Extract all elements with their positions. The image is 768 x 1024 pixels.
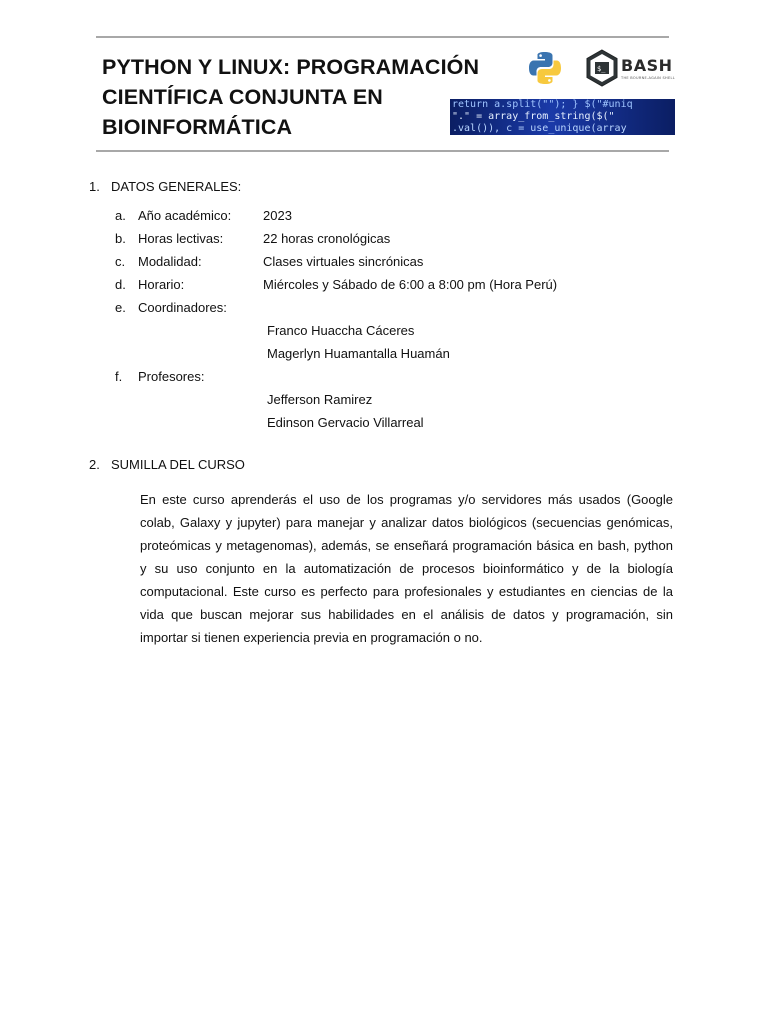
item-label: Horario: — [138, 277, 185, 292]
item-label: Modalidad: — [138, 254, 202, 269]
item-letter: a. — [115, 208, 126, 223]
svg-text:$_: $_ — [597, 65, 606, 73]
item-value: Clases virtuales sincrónicas — [263, 254, 424, 269]
python-logo-icon — [527, 50, 563, 86]
header-bottom-rule — [96, 150, 669, 152]
code-banner-image — [450, 99, 675, 135]
code-line: "." = array_from_string($(" — [452, 111, 615, 122]
item-label: Coordinadores: — [138, 300, 227, 315]
item-letter: c. — [115, 254, 126, 269]
item-label: Año académico: — [138, 208, 232, 223]
title-line-3: BIOINFORMÁTICA — [102, 115, 293, 139]
coordinator-name: Magerlyn Huamantalla Huamán — [267, 346, 450, 361]
code-line: return a.split(""); } $("#uniq — [452, 99, 633, 110]
title-line-1: PYTHON Y LINUX: PROGRAMACIÓN — [102, 55, 480, 79]
item-letter: b. — [115, 231, 126, 246]
section-number: 1. — [89, 179, 100, 194]
header-top-rule — [96, 36, 669, 38]
coordinator-name: Franco Huaccha Cáceres — [267, 323, 415, 338]
bash-logo-subtext: THE BOURNE-AGAIN SHELL — [621, 76, 675, 80]
item-letter: d. — [115, 277, 126, 292]
code-line: .val()), c = use_unique(array — [452, 123, 627, 134]
item-letter: e. — [115, 300, 126, 315]
professor-name: Edinson Gervacio Villarreal — [267, 415, 424, 430]
section-number: 2. — [89, 457, 100, 472]
bash-logo — [585, 48, 675, 88]
bash-logo-text: BASH — [621, 56, 673, 75]
professor-name: Jefferson Ramirez — [267, 392, 373, 407]
item-value: Miércoles y Sábado de 6:00 a 8:00 pm (Hora Perú) — [263, 277, 558, 292]
title-line-2: CIENTÍFICA CONJUNTA EN — [102, 85, 383, 109]
item-value: 2023 — [263, 208, 292, 223]
item-value: 22 horas cronológicas — [263, 231, 391, 246]
item-label: Horas lectivas: — [138, 231, 224, 246]
section-title: SUMILLA DEL CURSO — [111, 457, 245, 472]
course-summary-paragraph: En este curso aprenderás el uso de los programas y/o servidores más usados (Google colab, Galaxy y jupyter) para manejar y analizar datos biológicos (secuencias genómicas, proteómicas y metagenomas), además, se enseñará programación básica en bash, python y su uso conjunto en la automatización de procesos bioinformático y de la biología computacional. Este curso es perfecto para profesionales y estudiantes en ciencias de la vida que buscan mejorar sus habilidades en el análisis de datos y programación, sin importar si tienen experiencia previa en programación o no. — [140, 492, 673, 645]
item-letter: f. — [115, 369, 123, 384]
bash-terminal-icon — [585, 49, 619, 87]
item-label: Profesores: — [138, 369, 205, 384]
section-title: DATOS GENERALES: — [111, 179, 242, 194]
